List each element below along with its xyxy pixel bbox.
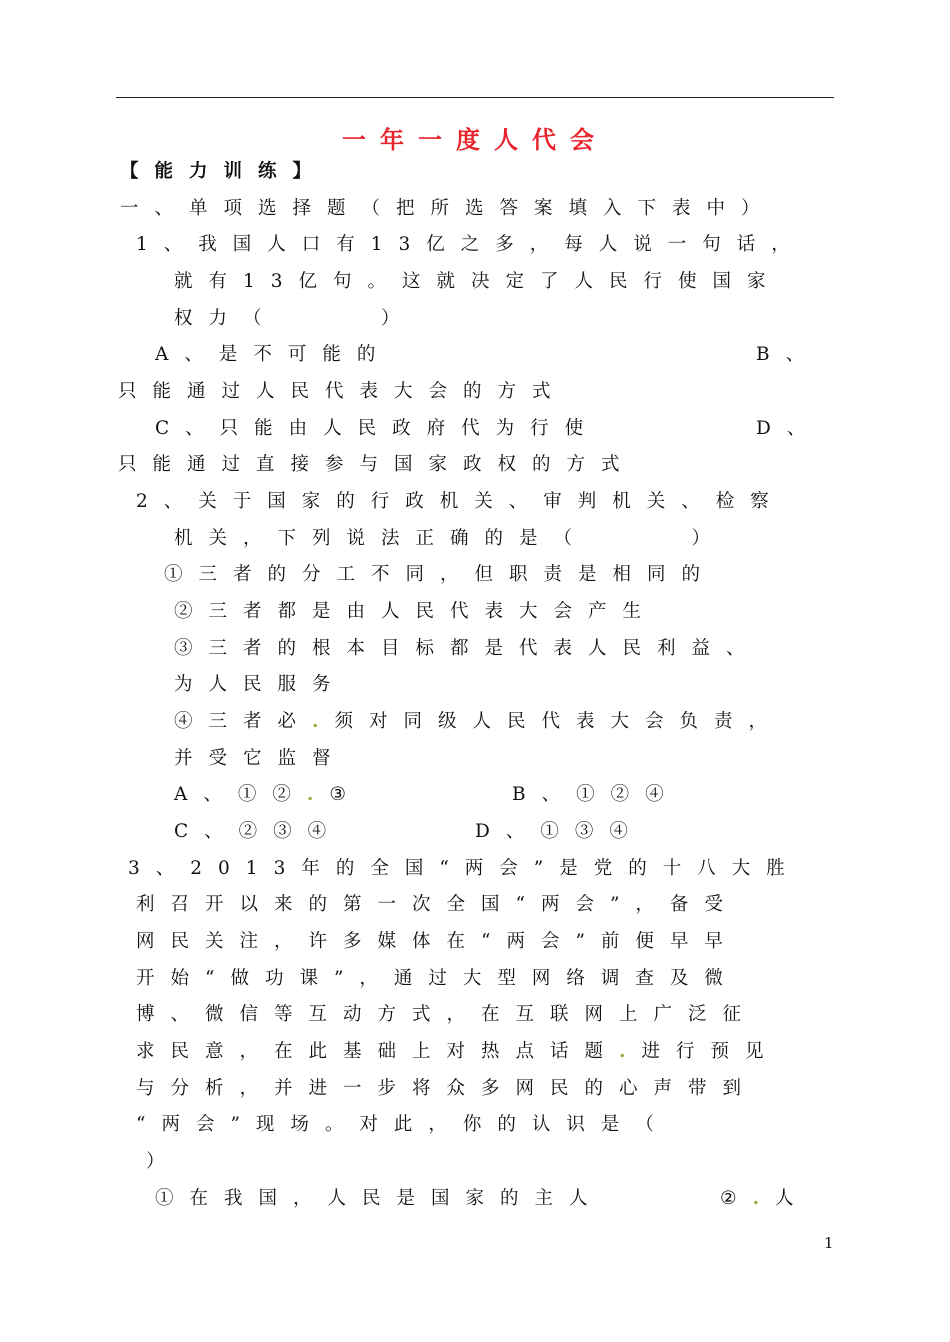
q1-stem-line-2: 就有13亿句。这就决定了人民行使国家 [174,271,782,292]
q1-stem-line-3: 权力（ ） [174,308,416,329]
q2-statement-3-cont: 为人民服务 [174,674,347,695]
mark-dot: . [752,1188,776,1209]
q3-stem-line-2: 利召开以来的第一次全国“两会”，备受 [136,894,739,915]
q3-statement-1: ①在我国，人民是国家的主人 [155,1188,604,1209]
q2-option-a-part-2: ③ [329,784,362,805]
q2-option-b: B、①②④ [512,784,680,805]
q1-option-d-text: 只能通过直接参与国家政权的方式 [118,454,636,475]
q2-option-a [174,783,362,807]
header-rule [116,97,834,98]
q2-statement-3: ③三者的根本目标都是代表人民利益、 [174,638,761,659]
q3-stem-line-8: “两会”现场。对此，你的认识是（ [136,1114,670,1135]
q3-stem-line-3: 网民关注，许多媒体在“两会”前便早早 [136,931,739,952]
q3-stem-line-4: 开始“做功课”，通过大型网络调查及微 [136,968,739,989]
page-number: 1 [824,1234,834,1252]
q1-option-c: C、只能由人民政府代为行使 [155,418,600,439]
q3-stem-line-6 [136,1040,779,1064]
q2-option-d: D、①③④ [475,821,644,842]
q3-stem-line-9: ） [146,1151,181,1172]
page-title: 一年一度人代会 [342,125,608,154]
q2-option-a-part-1: A、①② [174,784,307,805]
q1-option-b-text: 只能通过人民代表大会的方式 [118,381,567,402]
q3-stem-line-5: 博、微信等互动方式，在互联网上广泛征 [136,1004,758,1025]
question-type-heading: 一、单项选择题（把所选答案填入下表中） [120,198,776,219]
q2-stem-line-2: 机关，下列说法正确的是（ ） [174,528,727,549]
q1-option-b-label: B、 [756,344,821,365]
q1-stem-line-1: 1、我国人口有13亿之多，每人说一句话， [136,234,806,255]
q3-statement-2 [720,1187,810,1211]
q3-stem-line-7: 与分析，并进一步将众多网民的心声带到 [136,1078,758,1099]
q2-option-c: C、②③④ [174,821,343,842]
q2-statement-4-part-2: 须对同级人民代表大会负责， [334,711,783,732]
q1-option-a: A、是不可能的 [155,344,392,365]
mark-dot: . [619,1041,642,1062]
q3-stem-line-1: 3、2013年的全国“两会”是党的十八大胜 [128,858,801,879]
q3-stem-line-6-part-1: 求民意，在此基础上对热点话题 [136,1041,620,1062]
q3-statement-2-part-2: 人 [775,1188,810,1209]
q2-statement-4-part-1: ④三者必 [174,711,313,732]
q2-statement-2: ②三者都是由人民代表大会产生 [174,601,658,622]
mark-dot: . [306,784,330,805]
section-heading: 【能力训练】 [120,161,328,182]
q2-statement-1: ①三者的分工不同，但职责是相同的 [164,564,717,585]
q3-stem-line-6-part-2: 进行预见 [641,1041,780,1062]
q3-statement-2-part-1: ② [720,1188,753,1209]
mark-dot: . [312,711,335,732]
q2-statement-4 [174,710,783,734]
q2-stem-line-1: 2、关于国家的行政机关、审判机关、检察 [136,491,785,512]
q1-option-d-label: D、 [756,418,822,439]
q2-statement-4-cont: 并受它监督 [174,748,347,769]
